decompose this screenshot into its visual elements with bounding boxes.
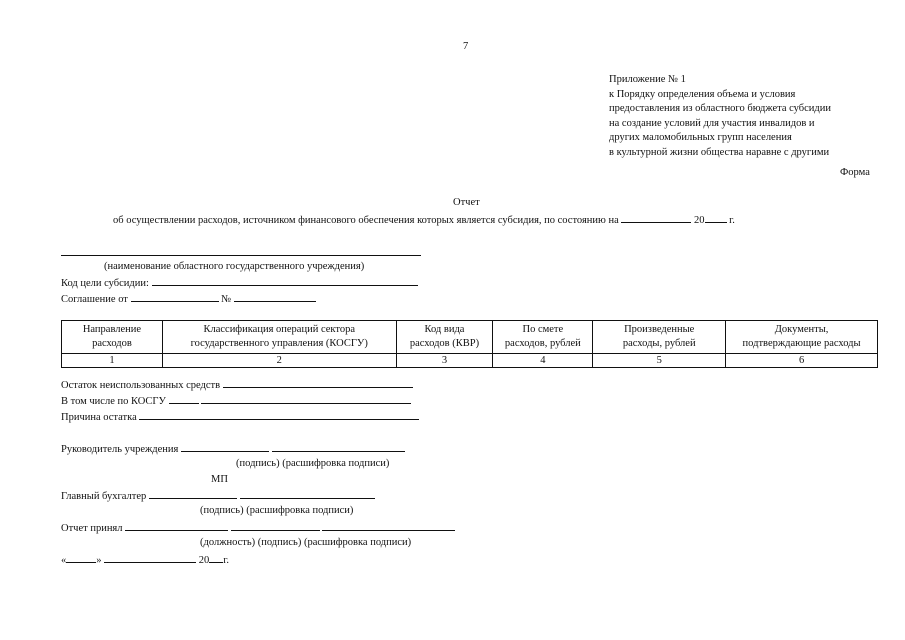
page-number: 7 (463, 41, 469, 52)
report-date-blank[interactable] (621, 212, 691, 223)
table-header-cell: Направление расходов (62, 321, 163, 354)
expenses-table (61, 320, 878, 368)
date-day-blank[interactable] (66, 552, 96, 563)
agreement-row (61, 291, 316, 306)
table-header-cell: По смете расходов, рублей (493, 321, 593, 354)
report-year-blank[interactable] (705, 212, 727, 223)
appendix-line: на создание условий для участия инвалидов и (609, 117, 815, 129)
accepted-position-blank[interactable] (125, 520, 228, 531)
appendix-line: к Порядку определения объема и условия (609, 88, 796, 100)
report-title: Отчет (453, 197, 480, 208)
agreement-number-label: № (221, 294, 232, 305)
accepted-caption: (должность) (подпись) (расшифровка подписи) (200, 537, 412, 548)
head-label: Руководитель учреждения (61, 444, 179, 455)
kosgu-amount-blank[interactable] (201, 393, 411, 404)
kosgu-code-blank[interactable] (169, 393, 199, 404)
table-row (62, 354, 878, 368)
stamp-label: МП (211, 474, 228, 485)
head-name-blank[interactable] (272, 441, 405, 452)
subsidy-code-row (61, 275, 418, 290)
accepted-label: Отчет принял (61, 523, 123, 534)
table-header-cell: Произведенные расходы, рублей (593, 321, 726, 354)
appendix-block (609, 73, 831, 160)
date-close-quote: » (96, 555, 102, 566)
date-suffix: г. (223, 555, 229, 566)
table-header-cell: Классификация операций сектора государственного управления (КОСГУ) (162, 321, 396, 354)
appendix-line: Приложение № 1 (609, 74, 686, 85)
reason-blank[interactable] (139, 409, 419, 420)
unused-balance-blank[interactable] (223, 377, 413, 388)
head-signature-row (61, 441, 405, 456)
appendix-line: в культурной жизни общества наравне с другими (609, 146, 830, 158)
agreement-date-blank[interactable] (131, 291, 219, 302)
table-cell[interactable]: 6 (726, 354, 878, 368)
institution-caption: (наименование областного государственного учреждения) (104, 261, 365, 272)
appendix-line: других маломобильных групп населения (609, 132, 792, 143)
head-caption: (подпись) (расшифровка подписи) (236, 458, 390, 469)
date-year-prefix: 20 (198, 555, 210, 566)
reason-label: Причина остатка (61, 412, 137, 423)
accountant-label: Главный бухгалтер (61, 491, 147, 502)
accountant-name-blank[interactable] (240, 488, 375, 499)
accepted-signature-row (61, 520, 455, 535)
table-cell[interactable]: 5 (593, 354, 726, 368)
table-cell[interactable]: 1 (62, 354, 163, 368)
unused-balance-row (61, 377, 413, 392)
reason-row (61, 409, 419, 424)
agreement-number-blank[interactable] (234, 291, 316, 302)
table-header-row (62, 321, 878, 354)
table-cell[interactable]: 2 (162, 354, 396, 368)
accountant-caption: (подпись) (расшифровка подписи) (200, 505, 354, 516)
accepted-name-blank[interactable] (322, 520, 455, 531)
table-header-cell: Код вида расходов (КВР) (396, 321, 493, 354)
table-cell[interactable]: 4 (493, 354, 593, 368)
accountant-signature-row (61, 488, 375, 503)
subsidy-code-label: Код цели субсидии: (61, 278, 149, 289)
head-signature-blank[interactable] (181, 441, 269, 452)
date-open-quote: « (61, 555, 67, 566)
date-month-blank[interactable] (104, 552, 196, 563)
report-subtitle-text: об осуществлении расходов, источником финансового обеспечения которых является субсидия, по состоянию на (113, 215, 619, 226)
appendix-line: предоставления из областного бюджета субсидии (609, 103, 831, 114)
report-year-suffix: г. (729, 215, 735, 226)
accountant-signature-blank[interactable] (149, 488, 237, 499)
form-label: Форма (840, 167, 870, 178)
report-year-prefix: 20 (694, 215, 705, 226)
institution-name-blank[interactable] (61, 245, 421, 256)
date-year-blank[interactable] (209, 552, 223, 563)
table-cell[interactable]: 3 (396, 354, 493, 368)
agreement-label: Соглашение от (61, 294, 128, 305)
date-row (61, 552, 229, 567)
table-header-cell: Документы, подтверждающие расходы (726, 321, 878, 354)
kosgu-label: В том числе по КОСГУ (61, 396, 166, 407)
kosgu-row (61, 393, 411, 408)
report-subtitle (113, 212, 735, 227)
unused-balance-label: Остаток неиспользованных средств (61, 380, 221, 391)
accepted-signature-blank[interactable] (231, 520, 320, 531)
subsidy-code-blank[interactable] (152, 275, 418, 286)
